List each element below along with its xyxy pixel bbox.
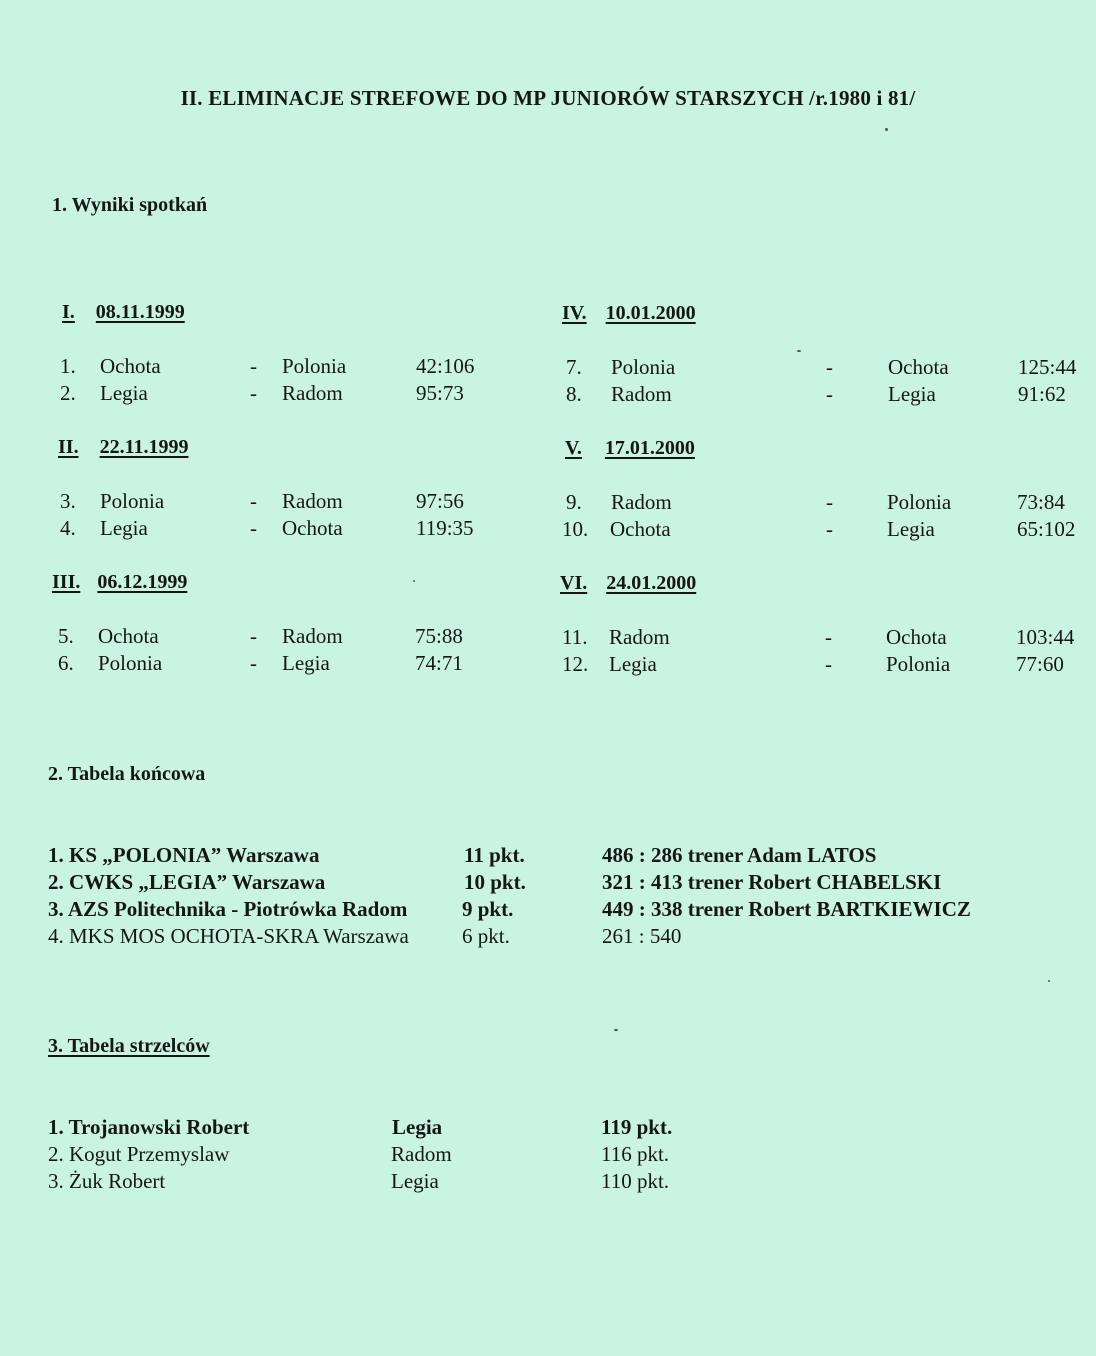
match-home-team: Legia	[100, 381, 148, 405]
scorer-points: 110 pkt.	[601, 1169, 670, 1193]
round-date: 10.01.2000	[605, 302, 696, 324]
standings-points: 6 pkt.	[462, 924, 510, 948]
match-score: 95:73	[416, 381, 464, 405]
match-number: 2.	[60, 381, 76, 405]
scorer-row	[48, 1142, 748, 1168]
scorer-name: 2. Kogut Przemyslaw	[48, 1142, 230, 1166]
scan-speck	[885, 128, 888, 131]
match-row	[58, 651, 498, 677]
match-home-team: Ochota	[98, 624, 159, 648]
match-away-team: Ochota	[886, 625, 947, 649]
match-score: 119:35	[416, 516, 474, 540]
match-away-team: Radom	[282, 624, 343, 648]
match-separator: -	[826, 382, 833, 406]
match-row	[562, 517, 1087, 543]
standings-points: 10 pkt.	[464, 870, 526, 894]
section-heading-scorers: 3. Tabela strzelców	[48, 1035, 210, 1057]
match-separator: -	[250, 651, 257, 675]
match-separator: -	[250, 381, 257, 405]
match-separator: -	[826, 517, 833, 541]
match-number: 7.	[566, 355, 582, 379]
standings-row	[48, 870, 1048, 896]
standings-stats: 321 : 413 trener Robert CHABELSKI	[602, 870, 942, 894]
match-home-team: Polonia	[98, 651, 163, 675]
round-numeral: VI.	[560, 572, 588, 594]
match-row	[60, 381, 500, 407]
match-separator: -	[826, 355, 833, 379]
match-away-team: Legia	[887, 517, 935, 541]
match-home-team: Radom	[611, 382, 672, 406]
page-title: II. ELIMINACJE STREFOWE DO MP JUNIORÓW STARSZYCH /r.1980 i 81/	[180, 86, 916, 110]
match-away-team: Radom	[282, 381, 343, 405]
match-score: 74:71	[415, 651, 463, 675]
match-row	[58, 624, 498, 650]
match-row	[566, 382, 1091, 408]
scorer-row	[48, 1169, 748, 1195]
match-number: 3.	[60, 489, 76, 513]
round-numeral: I.	[62, 301, 75, 323]
standings-team: 3. AZS Politechnika - Piotrówka Radom	[48, 897, 408, 921]
standings-team: 1. KS „POLONIA” Warszawa	[48, 843, 320, 867]
match-number: 4.	[60, 516, 76, 540]
match-separator: -	[825, 652, 832, 676]
match-score: 103:44	[1016, 625, 1075, 649]
match-number: 6.	[58, 651, 74, 675]
match-home-team: Radom	[611, 490, 672, 514]
match-score: 42:106	[416, 354, 475, 378]
round-date: 17.01.2000	[604, 437, 695, 459]
scorer-points: 119 pkt.	[601, 1115, 673, 1139]
standings-stats: 261 : 540	[602, 924, 682, 948]
round-date: 24.01.2000	[606, 572, 697, 594]
scorer-name: 1. Trojanowski Robert	[48, 1115, 250, 1139]
round-date: 22.11.1999	[99, 436, 189, 458]
match-separator: -	[250, 354, 257, 378]
round-numeral: II.	[58, 436, 79, 458]
scan-speck	[413, 580, 415, 582]
match-score: 77:60	[1016, 652, 1064, 676]
scan-speck	[797, 350, 801, 352]
round-header	[560, 572, 696, 595]
round-header	[565, 437, 695, 460]
standings-row	[48, 924, 1048, 950]
match-number: 12.	[562, 652, 589, 676]
standings-row	[48, 843, 1048, 869]
match-row	[60, 516, 500, 542]
match-row	[562, 625, 1087, 651]
match-separator: -	[250, 624, 257, 648]
standings-points: 9 pkt.	[462, 897, 514, 921]
match-separator: -	[826, 490, 833, 514]
match-row	[60, 354, 500, 380]
standings-stats: 486 : 286 trener Adam LATOS	[602, 843, 877, 867]
scorer-points: 116 pkt.	[601, 1142, 670, 1166]
section-heading-results: 1. Wyniki spotkań	[52, 194, 208, 216]
standings-team: 4. MKS MOS OCHOTA-SKRA Warszawa	[48, 924, 409, 948]
round-header	[52, 571, 187, 594]
match-row	[566, 490, 1091, 516]
match-home-team: Polonia	[611, 355, 676, 379]
match-away-team: Ochota	[282, 516, 343, 540]
match-number: 1.	[60, 354, 76, 378]
match-home-team: Legia	[609, 652, 657, 676]
match-separator: -	[825, 625, 832, 649]
round-header	[58, 436, 188, 459]
match-away-team: Radom	[282, 489, 343, 513]
section-heading-final-table: 2. Tabela końcowa	[48, 763, 206, 785]
standings-stats: 449 : 338 trener Robert BARTKIEWICZ	[602, 897, 971, 921]
round-numeral: V.	[565, 437, 582, 459]
match-away-team: Polonia	[282, 354, 347, 378]
round-header	[62, 301, 185, 324]
standings-row	[48, 897, 1048, 923]
match-score: 73:84	[1017, 490, 1065, 514]
match-home-team: Ochota	[100, 354, 161, 378]
match-score: 125:44	[1018, 355, 1077, 379]
match-row	[60, 489, 500, 515]
scorer-club: Radom	[391, 1142, 452, 1166]
match-number: 5.	[58, 624, 74, 648]
match-number: 11.	[562, 625, 588, 649]
match-home-team: Radom	[609, 625, 670, 649]
match-away-team: Legia	[888, 382, 936, 406]
round-numeral: IV.	[562, 302, 587, 324]
scan-speck	[614, 1029, 618, 1031]
match-away-team: Polonia	[886, 652, 951, 676]
match-separator: -	[250, 516, 257, 540]
round-date: 06.12.1999	[97, 571, 188, 593]
scorer-name: 3. Żuk Robert	[48, 1169, 166, 1193]
match-away-team: Legia	[282, 651, 330, 675]
scan-speck	[1048, 980, 1050, 982]
match-home-team: Legia	[100, 516, 148, 540]
match-home-team: Polonia	[100, 489, 165, 513]
scorer-club: Legia	[391, 1169, 439, 1193]
scorer-row	[48, 1115, 748, 1141]
round-date: 08.11.1999	[95, 301, 185, 323]
match-score: 91:62	[1018, 382, 1066, 406]
match-score: 75:88	[415, 624, 463, 648]
match-number: 10.	[562, 517, 589, 541]
match-away-team: Ochota	[888, 355, 949, 379]
match-score: 65:102	[1017, 517, 1076, 541]
match-row	[566, 355, 1091, 381]
match-score: 97:56	[416, 489, 464, 513]
match-home-team: Ochota	[610, 517, 671, 541]
round-header	[562, 302, 696, 325]
match-number: 9.	[566, 490, 582, 514]
match-number: 8.	[566, 382, 582, 406]
match-away-team: Polonia	[887, 490, 952, 514]
standings-points: 11 pkt.	[464, 843, 525, 867]
standings-team: 2. CWKS „LEGIA” Warszawa	[48, 870, 326, 894]
match-row	[562, 652, 1087, 678]
match-separator: -	[250, 489, 257, 513]
round-numeral: III.	[52, 571, 81, 593]
scorer-club: Legia	[392, 1115, 443, 1139]
